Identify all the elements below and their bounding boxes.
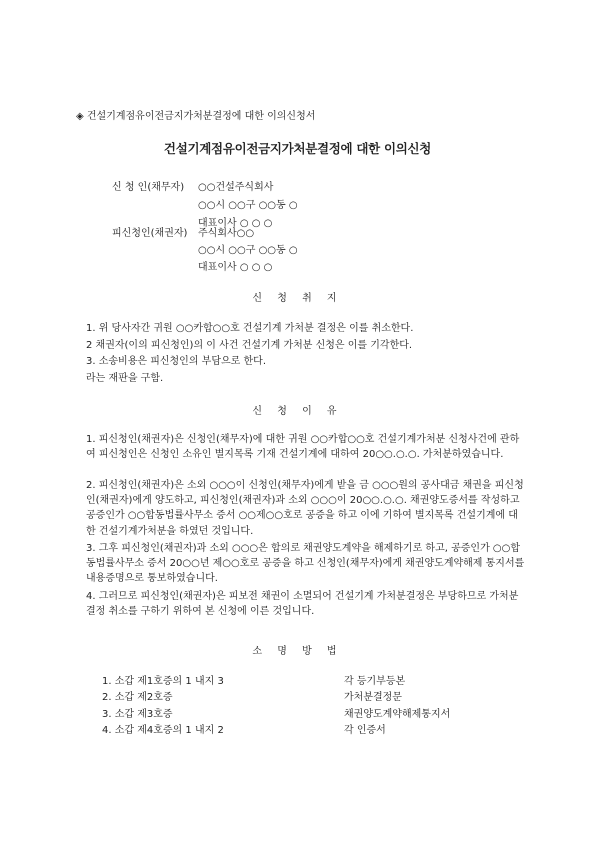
evidence-item-name: 1. 소갑 제1호증의 1 내지 3 bbox=[102, 676, 224, 687]
evidence-item-name: 3. 소갑 제3호증 bbox=[102, 709, 173, 720]
respondent-label: 피신청인(채권자) bbox=[112, 228, 188, 239]
reason-paragraph-4: 4. 그러므로 피신청인(채권자)은 피보전 채권이 소멸되어 건설기계 가처분결정은 부당하므로 가처분결정 취소를 구하기 위하여 본 신청에 이른 것입니다. bbox=[86, 591, 519, 618]
respondent-name: 주식회사○○ bbox=[198, 228, 255, 239]
applicant-name: ○○건설주식회사 bbox=[198, 182, 274, 193]
document-title: 건설기계점유이전금지가처분결정에 대한 이의신청 bbox=[163, 141, 432, 156]
respondent-address: ○○시 ○○구 ○○동 ○ bbox=[198, 245, 298, 256]
purpose-item: 3. 소송비용은 피신청인의 부담으로 한다. bbox=[86, 356, 266, 367]
reason-paragraph-2: 2. 피신청인(채권자)은 소외 ○○○이 신청인(채무자)에게 받을 금 ○○○원의 공사대금 채권을 피신청인(채권자)에게 양도하고, 피신청인(채권자)과 소외 ○○○이 20○○.○.○. 채권양도증서를 작성하고 공증인가 ○○합동법률사무소 증서 ○○제○○호로 공증을 하고 이에 기하여 별지목록 건설기계에 대한 건설기계가처분을 하였던 것입니다. bbox=[86, 480, 524, 537]
purpose-item: 2 채권자(이의 피신청인)의 이 사건 건설기계 가처분 신청은 이를 기각한다. bbox=[86, 340, 413, 351]
evidence-item-doc: 각 인증서 bbox=[344, 725, 386, 736]
evidence-item-doc: 가처분결정문 bbox=[344, 692, 402, 703]
applicant-label: 신 청 인(채무자) bbox=[112, 182, 185, 193]
document-header: ◈ 건설기계점유이전금지가처분결정에 대한 이의신청서 bbox=[76, 111, 316, 122]
applicant-address: ○○시 ○○구 ○○동 ○ bbox=[198, 200, 298, 211]
purpose-item: 1. 위 당사자간 귀원 ○○카합○○호 건설기계 가처분 결정은 이를 취소한다. bbox=[86, 323, 414, 334]
respondent-representative: 대표이사 ○ ○ ○ bbox=[198, 262, 273, 273]
evidence-item-name: 2. 소갑 제2호증 bbox=[102, 692, 173, 703]
evidence-item-name: 4. 소갑 제4호증의 1 내지 2 bbox=[102, 725, 224, 736]
purpose-heading: 신 청 취 지 bbox=[252, 293, 343, 304]
reason-paragraph-3: 3. 그후 피신청인(채권자)과 소외 ○○○은 합의로 채권양도계약을 해제하기로 하고, 공증인가 ○○합동법률사무소 증서 20○○년 제○○호로 공증을 하고 신청인(채무자)에게 채권양도계약해제 통지서를 내용증명으로 통보하였습니다. bbox=[86, 543, 525, 585]
evidence-item-doc: 채권양도계약해제통지서 bbox=[344, 709, 451, 720]
reason-paragraph-1: 1. 피신청인(채권자)은 신청인(채무자)에 대한 귀원 ○○카합○○호 건설기계가처분 신청사건에 관하여 피신청인은 신청인 소유인 별지목록 기재 건설기계에 대하여 20○○.○.○. 가처분하였습니다. bbox=[86, 434, 520, 461]
evidence-item-doc: 각 등기부등본 bbox=[344, 676, 406, 687]
reasons-heading: 신 청 이 유 bbox=[252, 406, 343, 417]
applicant-representative: 대표이사 ○ ○ ○ bbox=[198, 218, 273, 229]
purpose-closing: 라는 재판을 구함. bbox=[86, 373, 164, 384]
evidence-heading: 소 명 방 법 bbox=[252, 646, 343, 657]
